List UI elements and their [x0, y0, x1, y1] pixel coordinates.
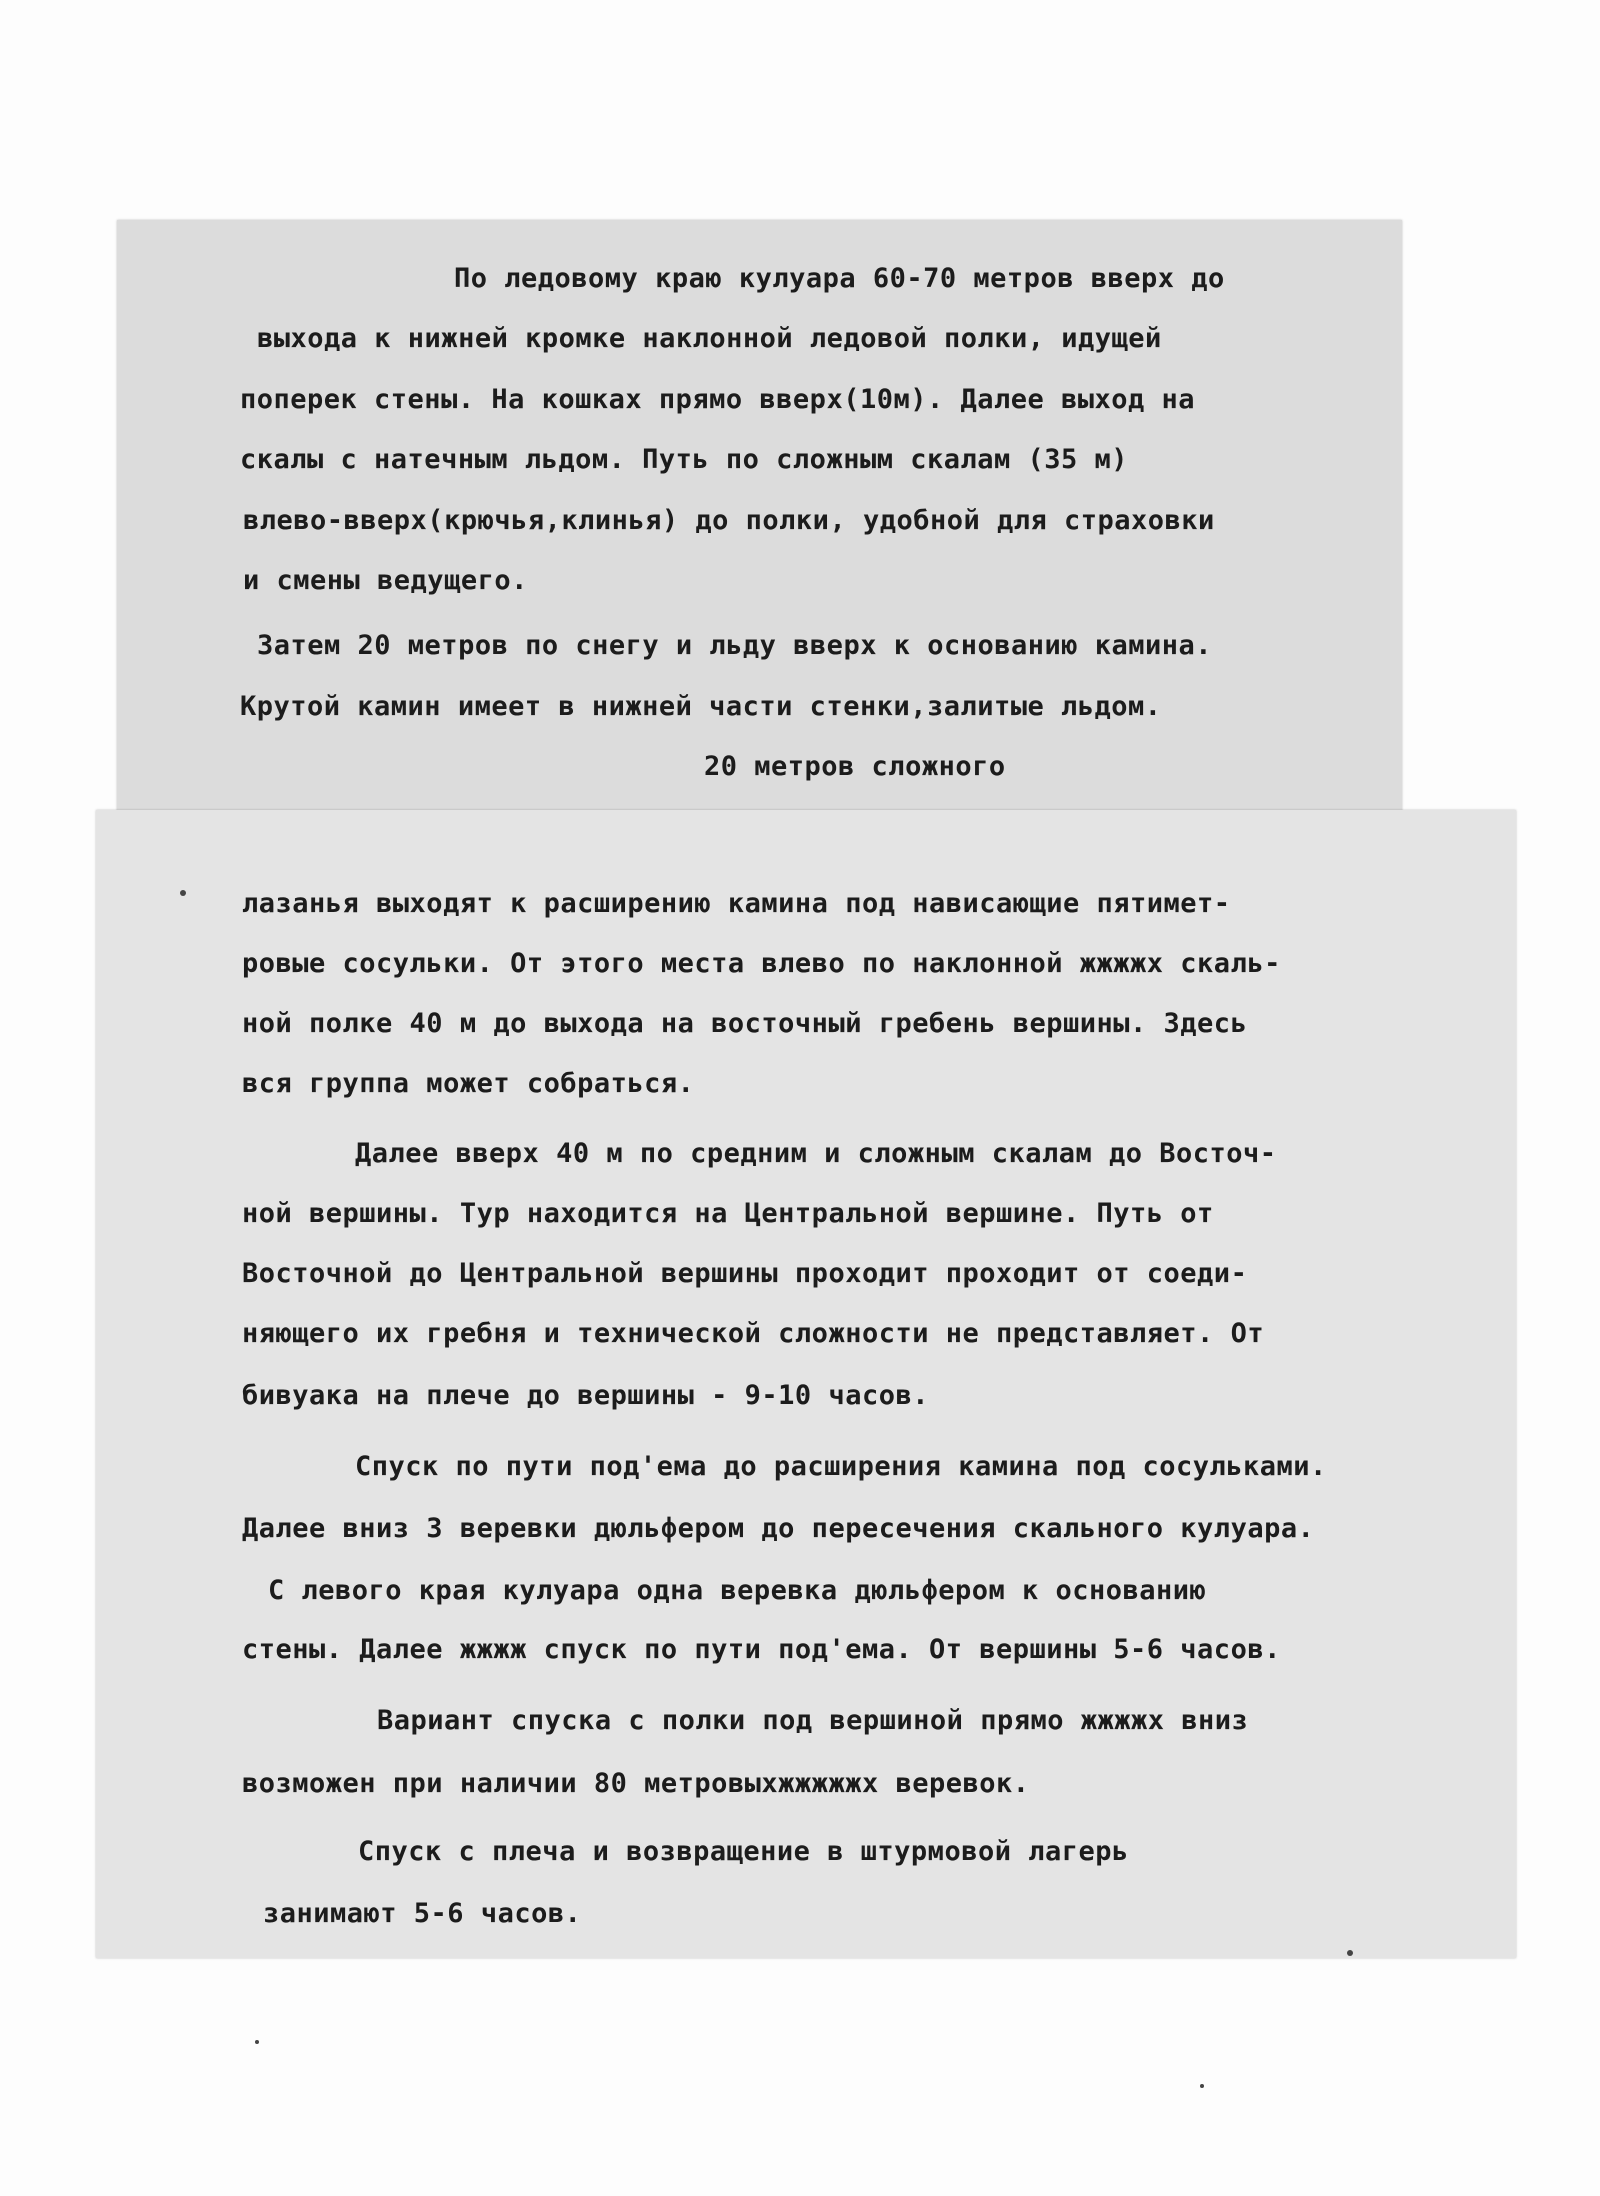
bottom-text-line: стены. Далее жжжж спуск по пути под'ема. От вершины 5-6 часов.	[242, 1634, 1281, 1665]
top-text-line: выхода к нижней кромке наклонной ледовой полки, идущей	[257, 323, 1162, 354]
bottom-text-line: Далее вверх 40 м по средним и сложным скалам до Восточ-	[355, 1138, 1277, 1169]
ink-speck	[180, 890, 186, 896]
top-text-line: скалы с натечным льдом. Путь по сложным скалам (35 м)	[240, 444, 1129, 475]
bottom-text-line: лазанья выходят к расширению камина под нависающие пятимет-	[242, 888, 1231, 919]
top-text-line: По ледовому краю кулуара 60-70 метров вверх до	[454, 263, 1225, 294]
bottom-text-line: Спуск с плеча и возвращение в штурмовой лагерь	[358, 1836, 1129, 1867]
ink-speck	[1200, 2084, 1204, 2088]
bottom-text-line: ной полке 40 м до выхода на восточный гребень вершины. Здесь	[242, 1008, 1248, 1039]
bottom-text-line: Восточной до Центральной вершины проходит проходит от соеди-	[242, 1258, 1248, 1289]
bottom-text-line: Вариант спуска с полки под вершиной прямо жжжжх вниз	[377, 1705, 1249, 1736]
bottom-text-line: Далее вниз 3 веревки дюльфером до пересечения скального кулуара.	[242, 1513, 1315, 1544]
bottom-text-line: С левого края кулуара одна веревка дюльфером к основанию	[268, 1575, 1207, 1606]
bottom-text-line: ровые сосульки. От этого места влево по наклонной жжжжх скаль-	[242, 948, 1281, 979]
ink-speck	[1347, 1950, 1353, 1956]
top-text-line: Затем 20 метров по снегу и льду вверх к основанию камина.	[257, 630, 1213, 661]
top-paper-slip	[117, 220, 1402, 820]
bottom-text-line: няющего их гребня и технической сложности не представляет. От	[242, 1318, 1265, 1349]
bottom-paper-slip	[96, 810, 1516, 1958]
bottom-text-line: ной вершины. Тур находится на Центральной вершине. Путь от	[242, 1198, 1214, 1229]
bottom-text-line: бивуака на плече до вершины - 9-10 часов.	[242, 1380, 929, 1411]
bottom-text-line: вся группа может собраться.	[242, 1068, 695, 1099]
top-text-line: и смены ведущего.	[243, 565, 528, 596]
ink-speck	[255, 2040, 259, 2044]
bottom-text-line: возможен при наличии 80 метровыхжжжжжх веревок.	[242, 1768, 1030, 1799]
bottom-text-line: Спуск по пути под'ема до расширения камина под сосульками.	[355, 1451, 1327, 1482]
top-text-line: Крутой камин имеет в нижней части стенки,залитые льдом.	[240, 691, 1162, 722]
bottom-text-line: занимают 5-6 часов.	[263, 1898, 582, 1929]
top-text-line: поперек стены. На кошках прямо вверх(10м). Далее выход на	[240, 384, 1196, 415]
top-text-line: 20 метров сложного	[704, 751, 1006, 782]
top-text-line: влево-вверх(крючья,клинья) до полки, удобной для страховки	[243, 505, 1215, 536]
